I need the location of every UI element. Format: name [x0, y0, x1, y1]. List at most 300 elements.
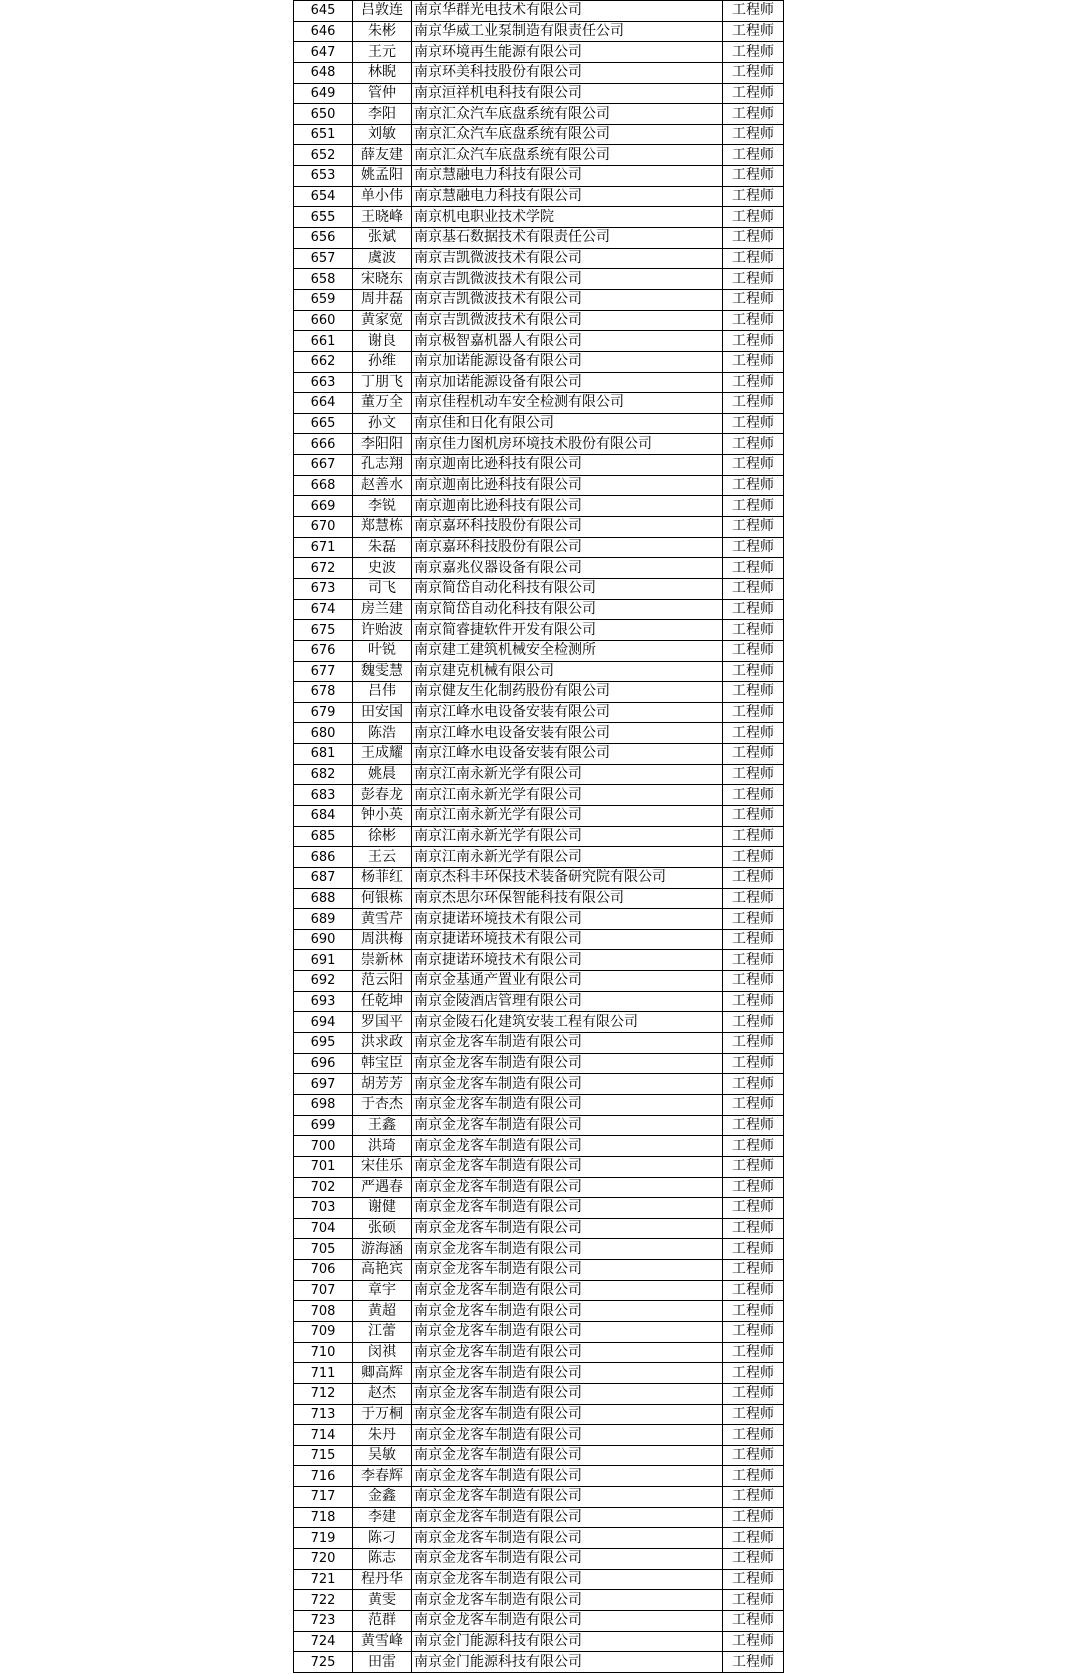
company-cell: 南京环境再生能源有限公司 — [412, 42, 723, 63]
person-name-cell: 范云阳 — [353, 971, 412, 992]
company-cell: 南京迦南比逊科技有限公司 — [412, 496, 723, 517]
serial-number-cell: 689 — [294, 909, 353, 930]
job-title-cell: 工程师 — [723, 496, 784, 517]
job-title-cell: 工程师 — [723, 1487, 784, 1508]
person-name-cell: 范群 — [353, 1610, 412, 1631]
job-title-cell: 工程师 — [723, 21, 784, 42]
company-cell: 南京金龙客车制造有限公司 — [412, 1115, 723, 1136]
serial-number-cell: 654 — [294, 186, 353, 207]
company-cell: 南京金龙客车制造有限公司 — [412, 1363, 723, 1384]
company-cell: 南京金龙客车制造有限公司 — [412, 1507, 723, 1528]
job-title-cell: 工程师 — [723, 351, 784, 372]
company-cell: 南京汇众汽车底盘系统有限公司 — [412, 104, 723, 125]
job-title-cell: 工程师 — [723, 517, 784, 538]
company-cell: 南京金陵酒店管理有限公司 — [412, 991, 723, 1012]
table-row — [294, 702, 784, 723]
job-title-cell: 工程师 — [723, 805, 784, 826]
serial-number-cell: 724 — [294, 1631, 353, 1652]
job-title-cell: 工程师 — [723, 929, 784, 950]
serial-number-cell: 659 — [294, 289, 353, 310]
job-title-cell: 工程师 — [723, 1363, 784, 1384]
job-title-cell: 工程师 — [723, 1507, 784, 1528]
serial-number-cell: 695 — [294, 1033, 353, 1054]
table-row — [294, 1631, 784, 1652]
company-cell: 南京江峰水电设备安装有限公司 — [412, 744, 723, 765]
company-cell: 南京金龙客车制造有限公司 — [412, 1260, 723, 1281]
job-title-cell: 工程师 — [723, 578, 784, 599]
company-cell: 南京嘉环科技股份有限公司 — [412, 517, 723, 538]
person-name-cell: 丁朋飞 — [353, 372, 412, 393]
person-name-cell: 林睨 — [353, 62, 412, 83]
person-name-cell: 刘敏 — [353, 124, 412, 145]
company-cell: 南京金门能源科技有限公司 — [412, 1652, 723, 1673]
serial-number-cell: 656 — [294, 228, 353, 249]
job-title-cell: 工程师 — [723, 867, 784, 888]
serial-number-cell: 687 — [294, 867, 353, 888]
job-title-cell: 工程师 — [723, 1280, 784, 1301]
company-cell: 南京简岱自动化科技有限公司 — [412, 599, 723, 620]
person-name-cell: 闵祺 — [353, 1342, 412, 1363]
person-name-cell: 洪求政 — [353, 1033, 412, 1054]
company-cell: 南京华威工业泵制造有限责任公司 — [412, 21, 723, 42]
company-cell: 南京金龙客车制造有限公司 — [412, 1198, 723, 1219]
person-name-cell: 薛友建 — [353, 145, 412, 166]
person-name-cell: 崇新林 — [353, 950, 412, 971]
person-name-cell: 单小伟 — [353, 186, 412, 207]
job-title-cell: 工程师 — [723, 1445, 784, 1466]
person-name-cell: 管仲 — [353, 83, 412, 104]
person-name-cell: 吴敏 — [353, 1445, 412, 1466]
person-name-cell: 徐彬 — [353, 826, 412, 847]
job-title-cell: 工程师 — [723, 1404, 784, 1425]
company-cell: 南京捷诺环境技术有限公司 — [412, 909, 723, 930]
table-row — [294, 1260, 784, 1281]
table-row — [294, 1445, 784, 1466]
person-name-cell: 宋佳乐 — [353, 1156, 412, 1177]
serial-number-cell: 696 — [294, 1053, 353, 1074]
serial-number-cell: 686 — [294, 847, 353, 868]
serial-number-cell: 678 — [294, 682, 353, 703]
serial-number-cell: 691 — [294, 950, 353, 971]
serial-number-cell: 667 — [294, 455, 353, 476]
person-name-cell: 朱丹 — [353, 1425, 412, 1446]
job-title-cell: 工程师 — [723, 1322, 784, 1343]
job-title-cell: 工程师 — [723, 785, 784, 806]
person-name-cell: 田安国 — [353, 702, 412, 723]
job-title-cell: 工程师 — [723, 1198, 784, 1219]
table-row — [294, 1115, 784, 1136]
serial-number-cell: 661 — [294, 331, 353, 352]
company-cell: 南京金龙客车制造有限公司 — [412, 1074, 723, 1095]
person-name-cell: 王晓峰 — [353, 207, 412, 228]
person-name-cell: 李春辉 — [353, 1466, 412, 1487]
job-title-cell: 工程师 — [723, 1301, 784, 1322]
job-title-cell: 工程师 — [723, 744, 784, 765]
company-cell: 南京金龙客车制造有限公司 — [412, 1466, 723, 1487]
table-row — [294, 537, 784, 558]
table-row — [294, 1239, 784, 1260]
roster-table-body — [294, 1, 784, 1673]
serial-number-cell: 658 — [294, 269, 353, 290]
serial-number-cell: 652 — [294, 145, 353, 166]
serial-number-cell: 722 — [294, 1590, 353, 1611]
job-title-cell: 工程师 — [723, 310, 784, 331]
company-cell: 南京金龙客车制造有限公司 — [412, 1342, 723, 1363]
person-name-cell: 谢良 — [353, 331, 412, 352]
serial-number-cell: 718 — [294, 1507, 353, 1528]
company-cell: 南京金龙客车制造有限公司 — [412, 1280, 723, 1301]
company-cell: 南京金龙客车制造有限公司 — [412, 1094, 723, 1115]
serial-number-cell: 725 — [294, 1652, 353, 1673]
serial-number-cell: 713 — [294, 1404, 353, 1425]
person-name-cell: 江蕾 — [353, 1322, 412, 1343]
person-name-cell: 黄超 — [353, 1301, 412, 1322]
table-row — [294, 517, 784, 538]
serial-number-cell: 694 — [294, 1012, 353, 1033]
person-name-cell: 李阳阳 — [353, 434, 412, 455]
person-name-cell: 田雷 — [353, 1652, 412, 1673]
company-cell: 南京吉凯微波技术有限公司 — [412, 248, 723, 269]
serial-number-cell: 649 — [294, 83, 353, 104]
job-title-cell: 工程师 — [723, 723, 784, 744]
job-title-cell: 工程师 — [723, 702, 784, 723]
company-cell: 南京金龙客车制造有限公司 — [412, 1487, 723, 1508]
job-title-cell: 工程师 — [723, 372, 784, 393]
company-cell: 南京汇众汽车底盘系统有限公司 — [412, 124, 723, 145]
company-cell: 南京慧融电力科技有限公司 — [412, 186, 723, 207]
table-row — [294, 21, 784, 42]
person-name-cell: 严遇春 — [353, 1177, 412, 1198]
company-cell: 南京金基通产置业有限公司 — [412, 971, 723, 992]
table-row — [294, 640, 784, 661]
table-row — [294, 620, 784, 641]
serial-number-cell: 690 — [294, 929, 353, 950]
job-title-cell: 工程师 — [723, 1652, 784, 1673]
table-row — [294, 413, 784, 434]
job-title-cell: 工程师 — [723, 558, 784, 579]
job-title-cell: 工程师 — [723, 1631, 784, 1652]
person-name-cell: 任乾坤 — [353, 991, 412, 1012]
company-cell: 南京金龙客车制造有限公司 — [412, 1322, 723, 1343]
table-row — [294, 1301, 784, 1322]
person-name-cell: 于万桐 — [353, 1404, 412, 1425]
serial-number-cell: 683 — [294, 785, 353, 806]
job-title-cell: 工程师 — [723, 42, 784, 63]
table-row — [294, 1652, 784, 1673]
serial-number-cell: 712 — [294, 1383, 353, 1404]
job-title-cell: 工程师 — [723, 393, 784, 414]
person-name-cell: 陈浩 — [353, 723, 412, 744]
company-cell: 南京金龙客车制造有限公司 — [412, 1053, 723, 1074]
company-cell: 南京机电职业技术学院 — [412, 207, 723, 228]
table-row — [294, 682, 784, 703]
company-cell: 南京金陵石化建筑安装工程有限公司 — [412, 1012, 723, 1033]
job-title-cell: 工程师 — [723, 455, 784, 476]
job-title-cell: 工程师 — [723, 289, 784, 310]
company-cell: 南京极智嘉机器人有限公司 — [412, 331, 723, 352]
person-name-cell: 朱磊 — [353, 537, 412, 558]
company-cell: 南京江南永新光学有限公司 — [412, 764, 723, 785]
job-title-cell: 工程师 — [723, 826, 784, 847]
table-row — [294, 1549, 784, 1570]
table-row — [294, 207, 784, 228]
table-row — [294, 1363, 784, 1384]
company-cell: 南京吉凯微波技术有限公司 — [412, 289, 723, 310]
table-row — [294, 1, 784, 22]
person-name-cell: 黄雯 — [353, 1590, 412, 1611]
job-title-cell: 工程师 — [723, 888, 784, 909]
job-title-cell: 工程师 — [723, 1260, 784, 1281]
serial-number-cell: 697 — [294, 1074, 353, 1095]
job-title-cell: 工程师 — [723, 599, 784, 620]
table-row — [294, 372, 784, 393]
person-name-cell: 韩宝臣 — [353, 1053, 412, 1074]
table-row — [294, 826, 784, 847]
company-cell: 南京金龙客车制造有限公司 — [412, 1383, 723, 1404]
table-row — [294, 1322, 784, 1343]
table-row — [294, 1218, 784, 1239]
company-cell: 南京金门能源科技有限公司 — [412, 1631, 723, 1652]
company-cell: 南京江南永新光学有限公司 — [412, 847, 723, 868]
company-cell: 南京环美科技股份有限公司 — [412, 62, 723, 83]
person-name-cell: 陈志 — [353, 1549, 412, 1570]
person-name-cell: 罗国平 — [353, 1012, 412, 1033]
job-title-cell: 工程师 — [723, 475, 784, 496]
person-name-cell: 彭春龙 — [353, 785, 412, 806]
job-title-cell: 工程师 — [723, 682, 784, 703]
company-cell: 南京简睿捷软件开发有限公司 — [412, 620, 723, 641]
table-row — [294, 475, 784, 496]
company-cell: 南京金龙客车制造有限公司 — [412, 1218, 723, 1239]
serial-number-cell: 666 — [294, 434, 353, 455]
job-title-cell: 工程师 — [723, 1383, 784, 1404]
company-cell: 南京金龙客车制造有限公司 — [412, 1569, 723, 1590]
job-title-cell: 工程师 — [723, 1610, 784, 1631]
serial-number-cell: 650 — [294, 104, 353, 125]
job-title-cell: 工程师 — [723, 413, 784, 434]
serial-number-cell: 664 — [294, 393, 353, 414]
job-title-cell: 工程师 — [723, 1425, 784, 1446]
company-cell: 南京金龙客车制造有限公司 — [412, 1549, 723, 1570]
serial-number-cell: 714 — [294, 1425, 353, 1446]
serial-number-cell: 684 — [294, 805, 353, 826]
company-cell: 南京江峰水电设备安装有限公司 — [412, 723, 723, 744]
job-title-cell: 工程师 — [723, 207, 784, 228]
serial-number-cell: 660 — [294, 310, 353, 331]
serial-number-cell: 698 — [294, 1094, 353, 1115]
person-name-cell: 董万全 — [353, 393, 412, 414]
company-cell: 南京金龙客车制造有限公司 — [412, 1404, 723, 1425]
serial-number-cell: 671 — [294, 537, 353, 558]
table-row — [294, 888, 784, 909]
job-title-cell: 工程师 — [723, 186, 784, 207]
roster-table — [293, 0, 784, 1673]
job-title-cell: 工程师 — [723, 909, 784, 930]
company-cell: 南京杰思尔环保智能科技有限公司 — [412, 888, 723, 909]
person-name-cell: 姚晨 — [353, 764, 412, 785]
serial-number-cell: 706 — [294, 1260, 353, 1281]
serial-number-cell: 685 — [294, 826, 353, 847]
job-title-cell: 工程师 — [723, 991, 784, 1012]
table-row — [294, 104, 784, 125]
serial-number-cell: 719 — [294, 1528, 353, 1549]
person-name-cell: 程丹华 — [353, 1569, 412, 1590]
person-name-cell: 高艳宾 — [353, 1260, 412, 1281]
serial-number-cell: 669 — [294, 496, 353, 517]
table-row — [294, 558, 784, 579]
person-name-cell: 王成耀 — [353, 744, 412, 765]
company-cell: 南京金龙客车制造有限公司 — [412, 1610, 723, 1631]
table-row — [294, 393, 784, 414]
company-cell: 南京江南永新光学有限公司 — [412, 785, 723, 806]
person-name-cell: 赵杰 — [353, 1383, 412, 1404]
person-name-cell: 李锐 — [353, 496, 412, 517]
job-title-cell: 工程师 — [723, 434, 784, 455]
job-title-cell: 工程师 — [723, 1569, 784, 1590]
table-row — [294, 1053, 784, 1074]
serial-number-cell: 711 — [294, 1363, 353, 1384]
job-title-cell: 工程师 — [723, 1590, 784, 1611]
table-row — [294, 124, 784, 145]
table-row — [294, 351, 784, 372]
company-cell: 南京嘉兆仪器设备有限公司 — [412, 558, 723, 579]
person-name-cell: 史波 — [353, 558, 412, 579]
person-name-cell: 吕敦连 — [353, 1, 412, 22]
serial-number-cell: 653 — [294, 166, 353, 187]
job-title-cell: 工程师 — [723, 1239, 784, 1260]
company-cell: 南京汇众汽车底盘系统有限公司 — [412, 145, 723, 166]
company-cell: 南京健友生化制药股份有限公司 — [412, 682, 723, 703]
company-cell: 南京华群光电技术有限公司 — [412, 1, 723, 22]
table-row — [294, 909, 784, 930]
person-name-cell: 周井磊 — [353, 289, 412, 310]
serial-number-cell: 700 — [294, 1136, 353, 1157]
table-row — [294, 62, 784, 83]
table-row — [294, 455, 784, 476]
person-name-cell: 杨菲红 — [353, 867, 412, 888]
table-row — [294, 971, 784, 992]
table-row — [294, 847, 784, 868]
person-name-cell: 陈刁 — [353, 1528, 412, 1549]
job-title-cell: 工程师 — [723, 661, 784, 682]
table-row — [294, 1466, 784, 1487]
person-name-cell: 姚孟阳 — [353, 166, 412, 187]
company-cell: 南京金龙客车制造有限公司 — [412, 1590, 723, 1611]
person-name-cell: 黄家宽 — [353, 310, 412, 331]
company-cell: 南京迦南比逊科技有限公司 — [412, 475, 723, 496]
serial-number-cell: 703 — [294, 1198, 353, 1219]
company-cell: 南京加诺能源设备有限公司 — [412, 372, 723, 393]
person-name-cell: 胡芳芳 — [353, 1074, 412, 1095]
person-name-cell: 魏雯慧 — [353, 661, 412, 682]
serial-number-cell: 717 — [294, 1487, 353, 1508]
company-cell: 南京建克机械有限公司 — [412, 661, 723, 682]
job-title-cell: 工程师 — [723, 1177, 784, 1198]
serial-number-cell: 673 — [294, 578, 353, 599]
company-cell: 南京建工建筑机械安全检测所 — [412, 640, 723, 661]
serial-number-cell: 676 — [294, 640, 353, 661]
table-row — [294, 310, 784, 331]
person-name-cell: 孔志翔 — [353, 455, 412, 476]
table-row — [294, 929, 784, 950]
person-name-cell: 孙维 — [353, 351, 412, 372]
job-title-cell: 工程师 — [723, 764, 784, 785]
person-name-cell: 赵善水 — [353, 475, 412, 496]
serial-number-cell: 709 — [294, 1322, 353, 1343]
table-row — [294, 166, 784, 187]
job-title-cell: 工程师 — [723, 1342, 784, 1363]
table-row — [294, 1590, 784, 1611]
table-row — [294, 1528, 784, 1549]
serial-number-cell: 708 — [294, 1301, 353, 1322]
job-title-cell: 工程师 — [723, 228, 784, 249]
person-name-cell: 李阳 — [353, 104, 412, 125]
company-cell: 南京捷诺环境技术有限公司 — [412, 950, 723, 971]
table-row — [294, 228, 784, 249]
serial-number-cell: 682 — [294, 764, 353, 785]
person-name-cell: 宋晓东 — [353, 269, 412, 290]
person-name-cell: 谢健 — [353, 1198, 412, 1219]
table-row — [294, 661, 784, 682]
person-name-cell: 郑慧栋 — [353, 517, 412, 538]
company-cell: 南京简岱自动化科技有限公司 — [412, 578, 723, 599]
table-row — [294, 1383, 784, 1404]
serial-number-cell: 668 — [294, 475, 353, 496]
job-title-cell: 工程师 — [723, 971, 784, 992]
table-row — [294, 1487, 784, 1508]
table-row — [294, 434, 784, 455]
table-row — [294, 1136, 784, 1157]
person-name-cell: 虞波 — [353, 248, 412, 269]
table-row — [294, 599, 784, 620]
job-title-cell: 工程师 — [723, 1115, 784, 1136]
table-row — [294, 744, 784, 765]
table-row — [294, 186, 784, 207]
person-name-cell: 章宇 — [353, 1280, 412, 1301]
serial-number-cell: 721 — [294, 1569, 353, 1590]
job-title-cell: 工程师 — [723, 1466, 784, 1487]
table-row — [294, 1094, 784, 1115]
table-row — [294, 867, 784, 888]
serial-number-cell: 693 — [294, 991, 353, 1012]
company-cell: 南京金龙客车制造有限公司 — [412, 1425, 723, 1446]
serial-number-cell: 707 — [294, 1280, 353, 1301]
serial-number-cell: 665 — [294, 413, 353, 434]
table-row — [294, 1404, 784, 1425]
person-name-cell: 王云 — [353, 847, 412, 868]
serial-number-cell: 674 — [294, 599, 353, 620]
table-row — [294, 1074, 784, 1095]
company-cell: 南京金龙客车制造有限公司 — [412, 1033, 723, 1054]
serial-number-cell: 702 — [294, 1177, 353, 1198]
job-title-cell: 工程师 — [723, 269, 784, 290]
table-row — [294, 764, 784, 785]
job-title-cell: 工程师 — [723, 166, 784, 187]
table-row — [294, 1342, 784, 1363]
serial-number-cell: 670 — [294, 517, 353, 538]
company-cell: 南京杰科丰环保技术装备研究院有限公司 — [412, 867, 723, 888]
job-title-cell: 工程师 — [723, 1074, 784, 1095]
company-cell: 南京迦南比逊科技有限公司 — [412, 455, 723, 476]
job-title-cell: 工程师 — [723, 124, 784, 145]
job-title-cell: 工程师 — [723, 248, 784, 269]
table-row — [294, 1280, 784, 1301]
person-name-cell: 金鑫 — [353, 1487, 412, 1508]
serial-number-cell: 672 — [294, 558, 353, 579]
company-cell: 南京佳程机动车安全检测有限公司 — [412, 393, 723, 414]
company-cell: 南京金龙客车制造有限公司 — [412, 1445, 723, 1466]
company-cell: 南京金龙客车制造有限公司 — [412, 1239, 723, 1260]
